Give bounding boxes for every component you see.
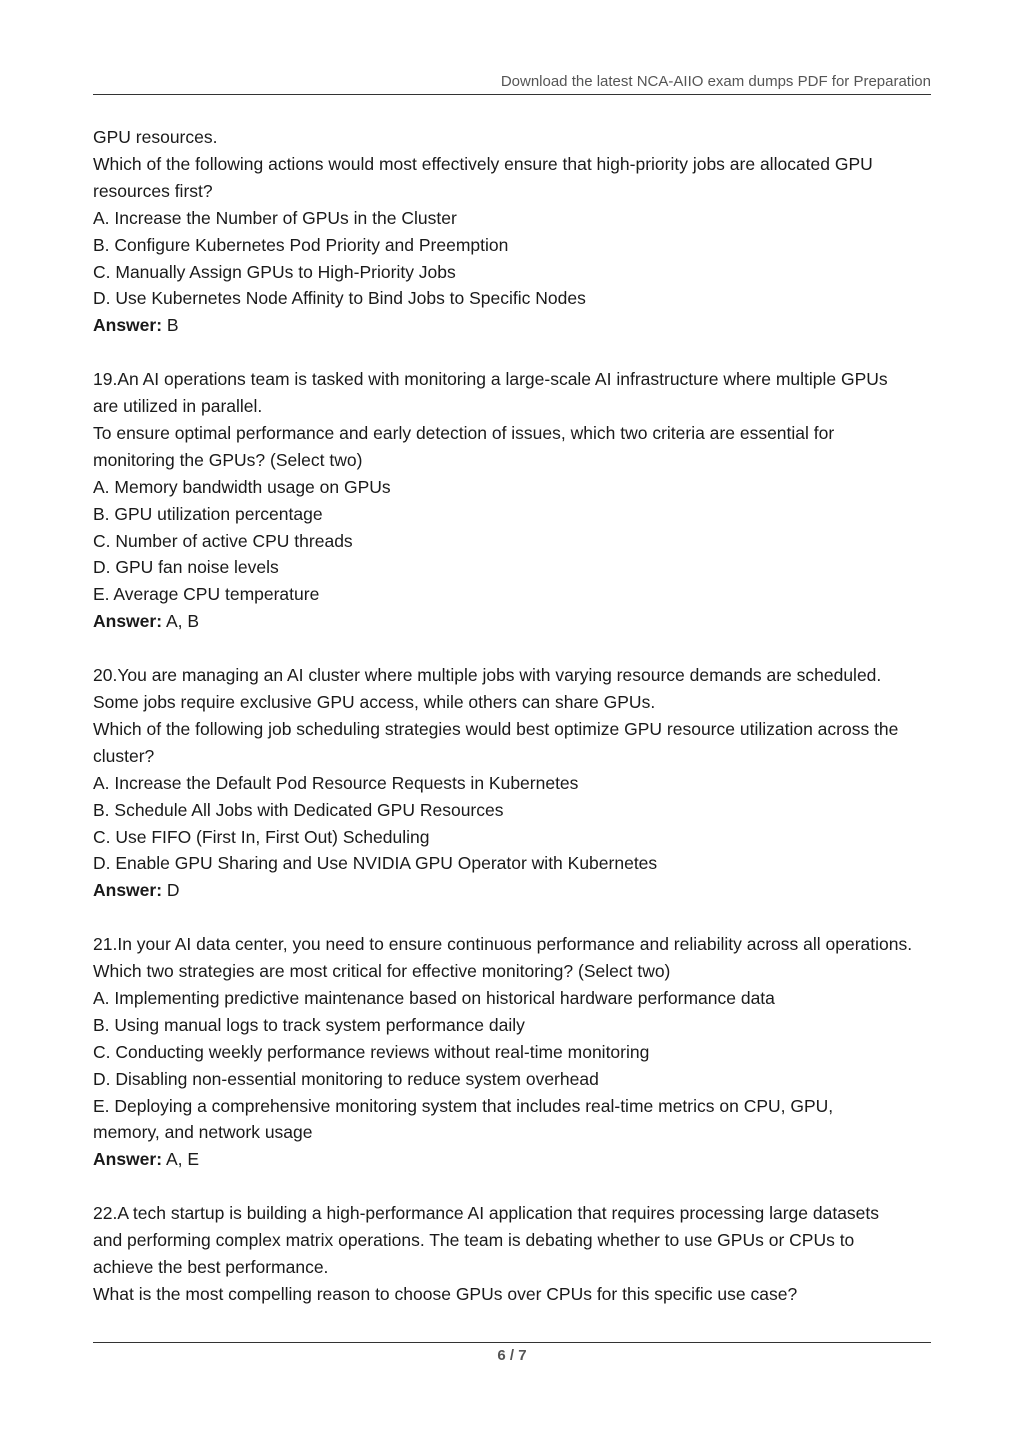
question-text-line: cluster? xyxy=(93,745,155,766)
answer-label: Answer: xyxy=(93,611,163,632)
answer-option: C. Use FIFO (First In, First Out) Scheduling xyxy=(93,826,430,847)
answer-value: B xyxy=(162,315,179,336)
answer-label: Answer: xyxy=(93,315,163,336)
document-body xyxy=(93,124,943,1308)
page-number-total: 7 xyxy=(518,1347,527,1364)
question-text-line: Which of the following job scheduling strategies would best optimize GPU resource utilization across the xyxy=(93,718,899,739)
question-18-continuation xyxy=(93,124,943,339)
question-text-line: are utilized in parallel. xyxy=(93,396,263,417)
question-text-line: What is the most compelling reason to choose GPUs over CPUs for this specific use case? xyxy=(93,1283,798,1304)
question-text-line: 21.In your AI data center, you need to ensure continuous performance and reliability across all operations. xyxy=(93,934,913,955)
answer-option: D. Enable GPU Sharing and Use NVIDIA GPU Operator with Kubernetes xyxy=(93,853,658,874)
page-header xyxy=(93,72,931,95)
spacer xyxy=(93,339,943,366)
question-text-line: 22.A tech startup is building a high-performance AI application that requires processing large datasets xyxy=(93,1203,880,1224)
answer-option-continuation: memory, and network usage xyxy=(93,1122,313,1143)
header-text: Download the latest NCA-AIIO exam dumps PDF for Preparation xyxy=(500,73,931,90)
question-text-line: Which two strategies are most critical for effective monitoring? (Select two) xyxy=(93,961,671,982)
question-text-line: and performing complex matrix operations. The team is debating whether to use GPUs or CPUs to xyxy=(93,1230,855,1251)
answer-value: A, E xyxy=(162,1149,200,1170)
spacer xyxy=(93,635,943,662)
answer-line xyxy=(93,1146,943,1173)
answer-option: A. Memory bandwidth usage on GPUs xyxy=(93,476,391,497)
answer-option: A. Implementing predictive maintenance based on historical hardware performance data xyxy=(93,987,775,1008)
page-footer xyxy=(93,1342,931,1364)
answer-option: C. Manually Assign GPUs to High-Priority Jobs xyxy=(93,261,456,282)
question-20 xyxy=(93,662,943,904)
answer-option: A. Increase the Default Pod Resource Requests in Kubernetes xyxy=(93,772,579,793)
answer-option: B. Configure Kubernetes Pod Priority and Preemption xyxy=(93,234,509,255)
spacer xyxy=(93,1173,943,1200)
question-text-line: GPU resources. xyxy=(93,127,218,147)
question-text-line: resources first? xyxy=(93,180,213,201)
answer-option: B. GPU utilization percentage xyxy=(93,503,323,524)
spacer xyxy=(93,904,943,931)
page-number-separator: / xyxy=(505,1347,519,1364)
question-22 xyxy=(93,1200,943,1308)
answer-value: D xyxy=(162,880,180,901)
answer-option: B. Using manual logs to track system performance daily xyxy=(93,1014,525,1035)
answer-option: B. Schedule All Jobs with Dedicated GPU Resources xyxy=(93,799,504,820)
page-number-current: 6 xyxy=(497,1347,506,1364)
answer-option: E. Average CPU temperature xyxy=(93,584,320,605)
answer-line xyxy=(93,877,943,904)
question-text-line: Which of the following actions would most effectively ensure that high-priority jobs are allocated GPU xyxy=(93,153,873,174)
answer-option: D. Use Kubernetes Node Affinity to Bind Jobs to Specific Nodes xyxy=(93,288,586,309)
answer-option: D. Disabling non-essential monitoring to reduce system overhead xyxy=(93,1068,599,1089)
question-text-line: monitoring the GPUs? (Select two) xyxy=(93,449,363,470)
question-text-line: 19.An AI operations team is tasked with monitoring a large-scale AI infrastructure where multiple GPUs xyxy=(93,369,888,390)
answer-value: A, B xyxy=(162,611,200,632)
answer-line xyxy=(93,608,943,635)
answer-option: C. Number of active CPU threads xyxy=(93,530,353,551)
answer-option: A. Increase the Number of GPUs in the Cluster xyxy=(93,207,457,228)
answer-option: D. GPU fan noise levels xyxy=(93,557,279,578)
question-text-line: To ensure optimal performance and early detection of issues, which two criteria are essential for xyxy=(93,422,835,443)
question-text-line: Some jobs require exclusive GPU access, while others can share GPUs. xyxy=(93,692,656,712)
answer-line xyxy=(93,312,943,339)
answer-option: E. Deploying a comprehensive monitoring system that includes real-time metrics on CPU, GPU, xyxy=(93,1095,834,1116)
answer-label: Answer: xyxy=(93,880,163,901)
question-19 xyxy=(93,366,943,635)
question-text-line: achieve the best performance. xyxy=(93,1257,329,1277)
answer-label: Answer: xyxy=(93,1149,163,1170)
question-text-line: 20.You are managing an AI cluster where multiple jobs with varying resource demands are scheduled. xyxy=(93,665,882,686)
question-21 xyxy=(93,931,943,1173)
answer-option: C. Conducting weekly performance reviews without real-time monitoring xyxy=(93,1041,650,1062)
